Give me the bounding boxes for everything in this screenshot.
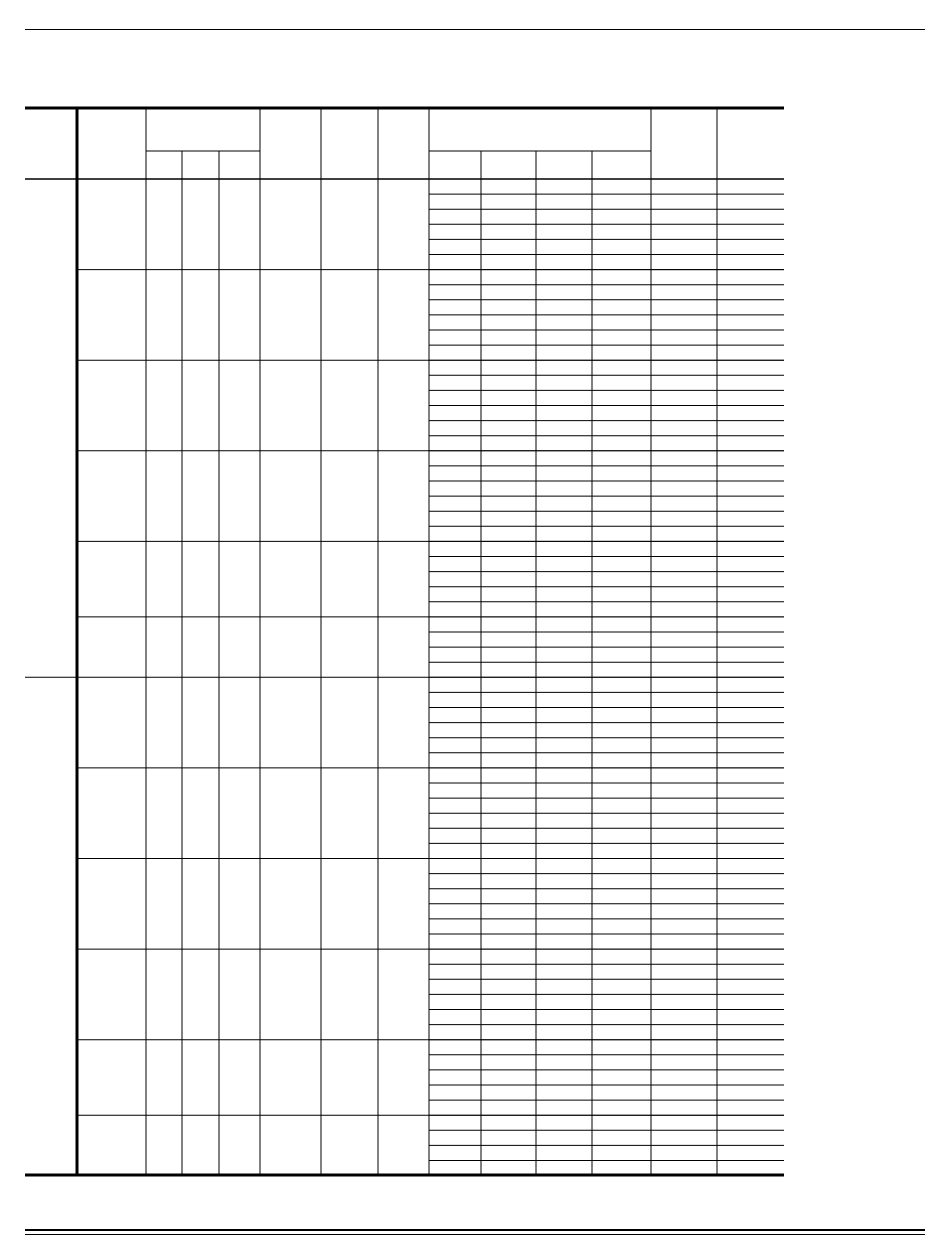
bottom-rule-thin — [25, 1234, 925, 1235]
bottom-rule-thick — [25, 1229, 925, 1231]
